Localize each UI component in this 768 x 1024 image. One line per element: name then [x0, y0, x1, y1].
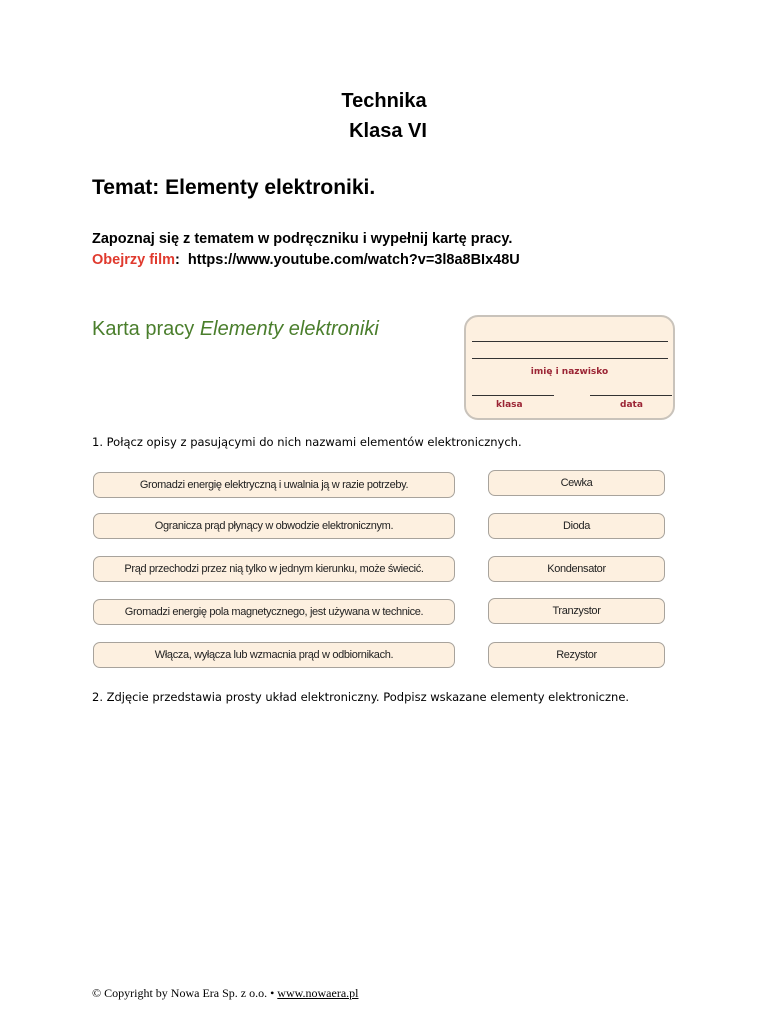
worksheet-title-italic: Elementy elektroniki: [199, 318, 379, 340]
term-box[interactable]: Cewka: [488, 470, 665, 496]
description-box[interactable]: Prąd przechodzi przez nią tylko w jednym kierunku, może świecić.: [93, 556, 455, 582]
name-line-2[interactable]: [472, 358, 668, 359]
task1-prompt: 1. Połącz opisy z pasującymi do nich nazwami elementów elektronicznych.: [92, 435, 522, 449]
date-label: data: [620, 400, 643, 410]
film-label: Obejrzy film: [92, 252, 175, 268]
film-url-link[interactable]: https://www.youtube.com/watch?v=3l8a8BIx48U: [187, 252, 520, 268]
description-box[interactable]: Gromadzi energię pola magnetycznego, jest używana w technice.: [93, 599, 455, 625]
class-title: Klasa VI: [349, 120, 427, 142]
copyright-text: © Copyright by Nowa Era Sp. z o.o. •: [92, 986, 278, 1000]
term-box[interactable]: Rezystor: [488, 642, 665, 668]
instruction-text: Zapoznaj się z tematem w podręczniku i wypełnij kartę pracy.: [92, 231, 513, 247]
subject-title: Technika: [341, 90, 427, 112]
description-box[interactable]: Gromadzi energię elektryczną i uwalnia ją w razie potrzeby.: [93, 472, 455, 498]
description-box[interactable]: Włącza, wyłącza lub wzmacnia prąd w odbiornikach.: [93, 642, 455, 668]
worksheet-title-plain: Karta pracy: [92, 318, 195, 340]
class-label: klasa: [496, 400, 523, 410]
name-line-1[interactable]: [472, 341, 668, 342]
topic-heading: Temat: Elementy elektroniki.: [92, 176, 376, 199]
task2-prompt: 2. Zdjęcie przedstawia prosty układ elektroniczny. Podpisz wskazane elementy elektroniczne.: [92, 690, 630, 704]
worksheet-title: [92, 318, 379, 341]
description-box[interactable]: Ogranicza prąd płynący w obwodzie elektronicznym.: [93, 513, 455, 539]
film-separator: :: [175, 252, 180, 268]
term-box[interactable]: Tranzystor: [488, 598, 665, 624]
student-info-card: [464, 315, 675, 420]
name-label: imię i nazwisko: [530, 367, 609, 377]
class-line-field[interactable]: [472, 395, 554, 396]
copyright-footer: [92, 986, 359, 1001]
term-box[interactable]: Dioda: [488, 513, 665, 539]
term-box[interactable]: Kondensator: [488, 556, 665, 582]
film-line: [92, 252, 520, 268]
publisher-link[interactable]: www.nowaera.pl: [277, 986, 359, 1000]
date-line-field[interactable]: [590, 395, 672, 396]
